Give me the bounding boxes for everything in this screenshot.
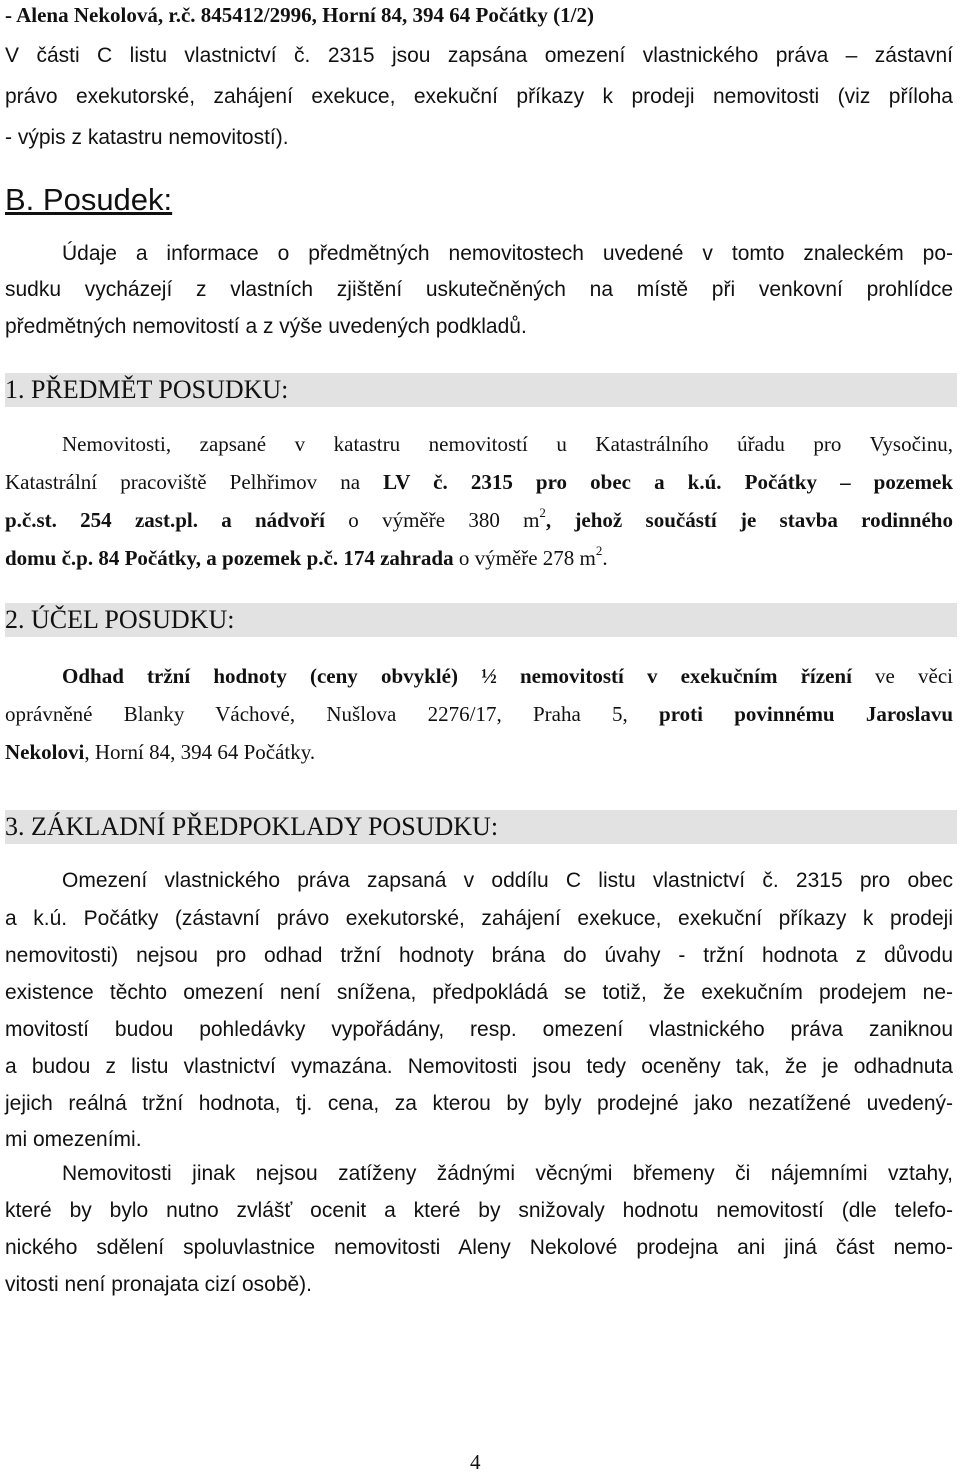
restriction-line-1: V části C listu vlastnictví č. 2315 jsou zapsána omezení vlastnického práva – zástavní	[5, 44, 953, 67]
page-number: 4	[470, 1450, 481, 1474]
section-1-heading: 1. PŘEDMĚT POSUDKU:	[5, 373, 957, 407]
section-1-line-2-text: Katastrální pracoviště Pelhřimov na	[5, 470, 384, 494]
restriction-line-2: právo exekutorské, zahájení exekuce, exekuční příkazy k prodeji nemovitosti (viz příloha	[5, 85, 953, 108]
section-1-area-278-sup: 2	[595, 543, 603, 558]
section-b-heading: B. Posudek:	[5, 182, 173, 217]
section-b-line-2: sudku vycházejí z vlastních zjištění uskutečněných na místě při venkovní prohlídce	[5, 278, 953, 301]
section-1-area-380-sup: 2	[539, 505, 546, 520]
section-1-building: , jehož součástí je stavba rodinného	[545, 508, 953, 532]
section-1-area-380: o výměře 380 m	[325, 508, 540, 532]
section-1-parcel-254: p.č.st. 254 zast.pl. a nádvoří	[5, 508, 326, 532]
section-3-p1-line-1: Omezení vlastnického práva zapsaná v oddílu C listu vlastnictví č. 2315 pro obec	[62, 869, 953, 892]
section-1-area-278: o výměře 278 m	[453, 546, 596, 570]
section-1-line-3	[5, 506, 953, 534]
section-3-p1-line-5: movitostí budou pohledávky vypořádány, resp. omezení vlastnického práva zaniknou	[5, 1018, 953, 1041]
section-1-line-4	[5, 544, 608, 572]
section-3-p1-line-6: a budou z listu vlastnictví vymazána. Nemovitosti jsou tedy oceněny tak, že je odhadnuta	[5, 1055, 953, 1078]
section-2-line-3	[5, 738, 315, 766]
section-2-heading: 2. ÚČEL POSUDKU:	[5, 603, 957, 637]
section-1-line-4-end: .	[602, 546, 608, 570]
section-1-line-2	[5, 468, 953, 496]
section-2-debtor-address: , Horní 84, 394 64 Počátky.	[84, 740, 316, 764]
section-2-line-2	[5, 700, 953, 728]
restriction-line-3: - výpis z katastru nemovitostí).	[5, 126, 289, 149]
section-2-purpose: Odhad tržní hodnoty (ceny obvyklé) ½ nemovitostí v exekučním řízení	[62, 664, 852, 688]
section-2-line-1-end: ve věci	[851, 664, 953, 688]
section-3-p1-line-8: mi omezeními.	[5, 1128, 142, 1151]
section-3-p1-line-2: a k.ú. Počátky (zástavní právo exekutorské, zahájení exekuce, exekuční příkazy k prodeji	[5, 907, 953, 930]
section-1-line-1: Nemovitosti, zapsané v katastru nemovitostí u Katastrálního úřadu pro Vysočinu,	[62, 432, 953, 456]
section-2-debtor: proti povinnému Jaroslavu	[659, 702, 953, 726]
section-b-line-3: předmětných nemovitostí a z výše uvedených podkladů.	[5, 315, 527, 338]
section-1-parcel-174: domu č.p. 84 Počátky, a pozemek p.č. 174 zahrada	[5, 546, 454, 570]
section-3-heading: 3. ZÁKLADNÍ PŘEDPOKLADY POSUDKU:	[5, 810, 957, 844]
section-3-p2-line-3: nického sdělení spoluvlastnice nemovitosti Aleny Nekolové prodejna ani jiná část nemo-	[5, 1236, 953, 1259]
section-3-p1-line-4: existence těchto omezení není snížena, předpokládá se totiž, že exekučním prodejem ne-	[5, 981, 953, 1004]
section-3-p2-line-2: které by bylo nutno zvlášť ocenit a které by snižovaly hodnotu nemovitostí (dle telefo-	[5, 1199, 953, 1222]
owner-line: - Alena Nekolová, r.č. 845412/2996, Horní 84, 394 64 Počátky (1/2)	[5, 3, 594, 27]
section-2-claimant: oprávněné Blanky Váchové, Nušlova 2276/17, Praha 5,	[5, 702, 660, 726]
section-1-lv-number: LV č. 2315 pro obec a k.ú. Počátky – pozemek	[383, 470, 953, 494]
section-3-p2-line-1: Nemovitosti jinak nejsou zatíženy žádnými věcnými břemeny či nájemními vztahy,	[62, 1162, 953, 1185]
section-2-line-1	[62, 662, 953, 690]
section-3-p1-line-3: nemovitosti) nejsou pro odhad tržní hodnoty brána do úvahy - tržní hodnota z důvodu	[5, 944, 953, 967]
section-3-p2-line-4: vitosti není pronajata cizí osobě).	[5, 1273, 313, 1296]
section-3-p1-line-7: jejich reálná tržní hodnota, tj. cena, za kterou by byly prodejné jako nezatížené uvedený-	[5, 1092, 953, 1115]
section-2-debtor-name: Nekolovi	[5, 740, 85, 764]
section-b-line-1: Údaje a informace o předmětných nemovitostech uvedené v tomto znaleckém po-	[62, 242, 953, 265]
